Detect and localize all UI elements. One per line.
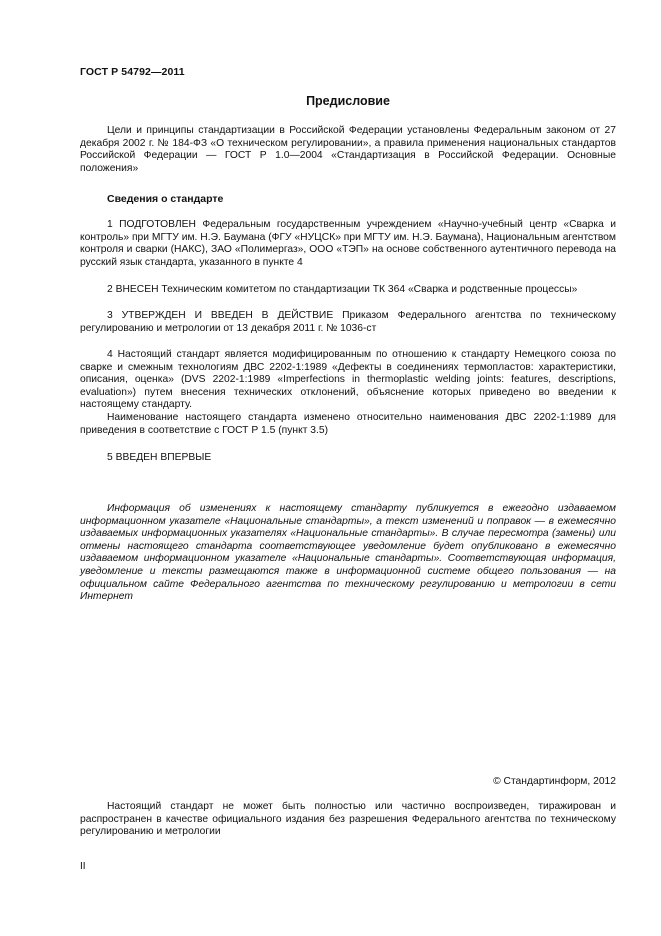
item-3-block bbox=[80, 310, 616, 335]
item-4: 4 Настоящий стандарт является модифицированным по отношению к стандарту Немецкого союза по сварке и смежным технологиям ДВС 2202-1:1989 «Дефекты в соединениях термопластов: характеристики, описания, оценка» (DVS 2202-1:1989 «Imperfections in thermoplastic welding joints: features, descriptions, evaluation») путем внесения технических отклонений, объяснение которых приведено во введении к настоящему стандарту. bbox=[80, 349, 616, 411]
notice-text: Информация об изменениях к настоящему стандарту публикуется в ежегодно издаваемом информационном указателе «Национальные стандарты», а текст изменений и поправок — в ежемесячно издаваемых информационных указателях «Национальные стандарты». В случае пересмотра (замены) или отмены настоящего стандарта соответствующее уведомление будет опубликовано в ежемесячно издаваемом информационном указателе «Национальные стандарты». Соответствующая информация, уведомление и тексты размещаются также в информационной системе общего пользования — на официальном сайте Федерального агентства по техническому регулированию и метрологии в сети Интернет bbox=[80, 503, 616, 603]
reproduction-block bbox=[80, 801, 616, 839]
preface-intro-block bbox=[80, 125, 616, 175]
item-5-block bbox=[80, 452, 616, 465]
document-code: ГОСТ Р 54792—2011 bbox=[80, 66, 185, 78]
item-4-note: Наименование настоящего стандарта изменено относительно наименования ДВС 2202-1:1989 для приведения в соответствие с ГОСТ Р 1.5 (пункт 3.5) bbox=[80, 411, 616, 436]
notice-block bbox=[80, 503, 616, 604]
item-5: 5 ВВЕДЕН ВПЕРВЫЕ bbox=[107, 452, 212, 463]
item-1: 1 ПОДГОТОВЛЕН Федеральным государственным учреждением «Научно-учебный центр «Сварка и контроль» при МГТУ им. Н.Э. Баумана (ФГУ «НУЦСК» при МГТУ им. Н.Э. Баумана), Национальным агентством контроля и сварки (НАКС), ЗАО «Полимергаз», ООО «ТЭП» на основе собственного аутентичного перевода на русский язык стандарта, указанного в пункте 4 bbox=[80, 219, 616, 268]
item-3: 3 УТВЕРЖДЕН И ВВЕДЕН В ДЕЙСТВИЕ Приказом Федерального агентства по техническому регулированию и метрологии от 13 декабря 2011 г. № 1036-ст bbox=[80, 310, 616, 334]
item-2: 2 ВНЕСЕН Техническим комитетом по стандартизации ТК 364 «Сварка и родственные процессы» bbox=[107, 284, 578, 295]
item-1-block bbox=[80, 219, 616, 269]
preface-intro: Цели и принципы стандартизации в Российской Федерации установлены Федеральным законом от 27 декабря 2002 г. № 184-ФЗ «О техническом регулировании», а правила применения национальных стандартов Российской Федерации — ГОСТ Р 1.0—2004 «Стандартизация в Российской Федерации. Основные положения» bbox=[80, 125, 616, 174]
copyright-line: © Стандартинформ, 2012 bbox=[493, 776, 616, 787]
reproduction-notice: Настоящий стандарт не может быть полностью или частично воспроизведен, тиражирован и распространен в качестве официального издания без разрешения Федерального агентства по техническому регулированию и метрологии bbox=[80, 801, 616, 838]
page-number: II bbox=[80, 861, 86, 872]
item-2-block bbox=[80, 284, 616, 297]
standard-info-heading: Сведения о стандарте bbox=[107, 193, 224, 205]
preface-title: Предисловие bbox=[306, 94, 390, 108]
item-4-block bbox=[80, 349, 616, 437]
